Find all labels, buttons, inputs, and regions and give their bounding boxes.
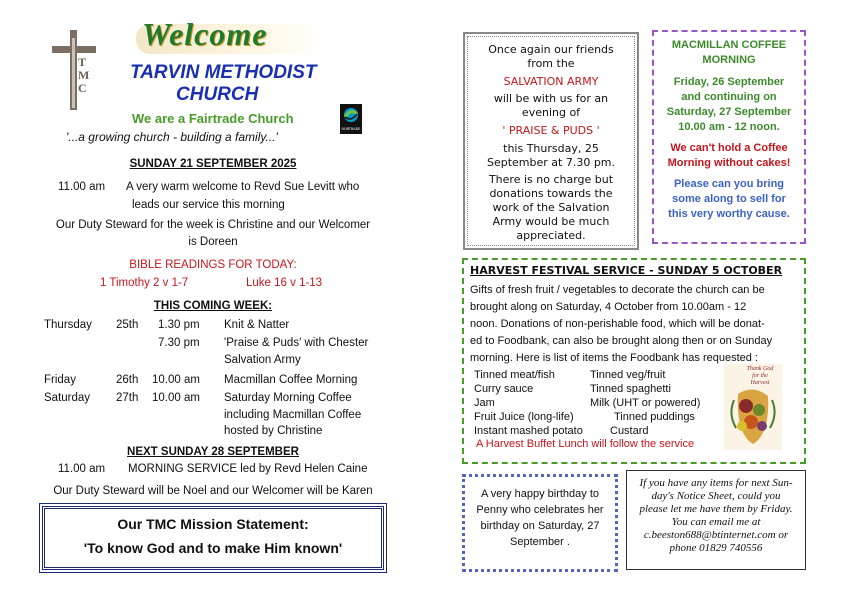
foodbank-item: Instant mashed potato	[474, 425, 583, 437]
tmc-logo	[48, 28, 100, 110]
church-name-line1: TARVIN METHODIST	[130, 62, 317, 83]
welcome-text: Welcome	[142, 16, 268, 52]
mission-title: Our TMC Mission Statement:	[117, 516, 309, 532]
birthday-line: birthday on Saturday, 27	[480, 520, 600, 532]
notice-phone: phone 01829 740556	[669, 542, 763, 554]
week-row-date: 25th	[116, 319, 139, 331]
salvation-army-box	[463, 32, 639, 250]
foodbank-item: Tinned spaghetti	[590, 383, 671, 395]
salvation-line: will be with us for an	[493, 92, 609, 105]
macmillan-cakes: We can't hold a Coffee	[670, 142, 788, 154]
salvation-line: work of the Salvation	[492, 201, 610, 214]
harvest-para-line: Gifts of fresh fruit / vegetables to decorate the church can be	[470, 284, 765, 296]
salvation-line: Army would be much	[492, 215, 610, 228]
praise-puds-event: ' PRAISE & PUDS '	[502, 124, 600, 137]
mission-statement-box	[42, 506, 384, 570]
welcome-banner	[136, 14, 326, 62]
notice-email: c.beeston688@btinternet.com or	[643, 529, 789, 541]
harvest-para-line: noon. Donations of non-perishable food, which will be donat-	[470, 318, 765, 330]
week-heading: THIS COMING WEEK:	[153, 300, 273, 312]
harvest-image-caption	[738, 366, 782, 387]
birthday-box	[462, 474, 618, 572]
week-row-event: Knit & Natter	[224, 319, 290, 331]
foodbank-item: Custard	[610, 425, 649, 437]
harvest-para-line: morning. Here is list of items the Foodbank has requested :	[470, 352, 758, 364]
week-row-event: hosted by Christine	[224, 425, 323, 437]
notice-line: If you have any items for next Sun-	[639, 477, 793, 489]
harvest-caption-line: for the	[752, 373, 768, 379]
reading-1: 1 Timothy 2 v 1-7	[100, 277, 189, 289]
salvation-line: appreciated.	[516, 229, 586, 242]
notice-sheet-box	[626, 470, 806, 570]
macmillan-date: Friday, 26 September	[673, 76, 785, 88]
week-row-event: Macmillan Coffee Morning	[224, 374, 358, 386]
mission-statement: 'To know God and to make Him known'	[83, 540, 343, 556]
macmillan-title: MACMILLAN COFFEE	[671, 39, 787, 51]
foodbank-item: Curry sauce	[474, 383, 534, 395]
week-row-event: including Macmillan Coffee	[224, 409, 362, 421]
foodbank-item: Fruit Juice (long-life)	[474, 411, 574, 423]
salvation-line: September at 7.30 pm.	[486, 156, 616, 169]
duty-line1: Our Duty Steward for the week is Christine and our Welcomer	[55, 219, 371, 231]
macmillan-date: and continuing on	[681, 91, 777, 103]
harvest-caption-line: Thank God	[746, 366, 774, 372]
salvation-line: from the	[527, 57, 575, 70]
salvation-line: There is no charge but	[488, 173, 614, 186]
sunday-time: 11.00 am	[58, 181, 106, 193]
foodbank-item: Tinned meat/fish	[474, 369, 555, 381]
tagline: '...a growing church - building a family...'	[66, 130, 278, 144]
fairtrade-logo-text: FAIRTRADE	[341, 127, 361, 131]
salvation-line: Once again our friends	[488, 43, 614, 56]
foodbank-item: Tinned veg/fruit	[590, 369, 666, 381]
macmillan-ask: some along to sell for	[672, 193, 786, 205]
fairtrade-statement: We are a Fairtrade Church	[132, 111, 294, 126]
harvest-fruit-image	[724, 364, 782, 450]
harvest-lunch: A Harvest Buffet Lunch will follow the service	[476, 438, 695, 450]
sunday-welcome-line1: A very warm welcome to Revd Sue Levitt who	[126, 181, 360, 193]
macmillan-ask: Please can you bring	[673, 178, 785, 190]
macmillan-title: MORNING	[702, 54, 756, 66]
next-sunday-service: MORNING SERVICE led by Revd Helen Caine	[128, 463, 368, 475]
readings-heading: BIBLE READINGS FOR TODAY:	[129, 259, 297, 271]
harvest-festival-box	[462, 258, 806, 464]
macmillan-date: Saturday, 27 September	[666, 106, 792, 118]
reading-2: Luke 16 v 1-13	[246, 277, 323, 289]
birthday-line: A very happy birthday to	[480, 488, 599, 500]
week-row-time: 10.00 am	[152, 374, 200, 386]
macmillan-box	[652, 30, 806, 244]
next-sunday-heading: NEXT SUNDAY 28 SEPTEMBER	[127, 446, 299, 458]
week-row-date: 26th	[116, 374, 139, 386]
notice-line: please let me have them by Friday.	[639, 503, 793, 515]
salvation-line: this Thursday, 25	[503, 142, 599, 155]
week-row-day: Thursday	[44, 319, 92, 331]
church-name	[130, 62, 356, 106]
salvation-army-name: SALVATION ARMY	[503, 75, 599, 88]
sunday-welcome-line2: leads our service this morning	[132, 199, 285, 211]
week-row-event: Salvation Army	[224, 354, 301, 366]
salvation-line: evening of	[521, 106, 581, 119]
foodbank-item: Tinned puddings	[614, 411, 695, 423]
salvation-line: donations towards the	[489, 187, 613, 200]
harvest-caption-line: Harvest	[750, 380, 770, 386]
week-row-event: Saturday Morning Coffee	[224, 392, 352, 404]
notice-line: You can email me at	[671, 516, 761, 528]
week-row-time: 7.30 pm	[158, 337, 200, 349]
birthday-line: Penny who celebrates her	[476, 504, 604, 516]
logo-letters: TMC	[78, 55, 90, 95]
harvest-para-line: ed to Foodbank, can also be brought along then or on Sunday	[470, 335, 773, 347]
foodbank-item: Jam	[474, 397, 495, 409]
sunday-heading: SUNDAY 21 SEPTEMBER 2025	[129, 158, 297, 170]
harvest-para-line: brought along on Saturday, 4 October from 10.00am - 12	[470, 301, 747, 313]
week-row-date: 27th	[116, 392, 139, 404]
next-sunday-time: 11.00 am	[58, 463, 106, 475]
notice-line: day's Notice Sheet, could you	[651, 490, 781, 502]
harvest-heading: HARVEST FESTIVAL SERVICE - SUNDAY 5 OCTOBER	[470, 264, 783, 277]
week-row-time: 10.00 am	[152, 392, 200, 404]
week-row-event: 'Praise & Puds' with Chester	[224, 337, 369, 349]
week-row-day: Friday	[44, 374, 76, 386]
harvest-paragraph	[470, 282, 800, 367]
week-row-time: 1.30 pm	[158, 319, 200, 331]
birthday-line: September .	[510, 536, 570, 548]
foodbank-item: Milk (UHT or powered)	[590, 397, 701, 409]
week-row-day: Saturday	[44, 392, 91, 404]
macmillan-cakes: Morning without cakes!	[667, 157, 791, 169]
macmillan-ask: this very worthy cause.	[668, 208, 790, 220]
church-name-line2: CHURCH	[176, 84, 259, 105]
macmillan-date: 10.00 am - 12 noon.	[678, 121, 780, 133]
duty-line2: is Doreen	[188, 236, 238, 248]
next-duty: Our Duty Steward will be Noel and our Welcomer will be Karen	[53, 485, 373, 497]
